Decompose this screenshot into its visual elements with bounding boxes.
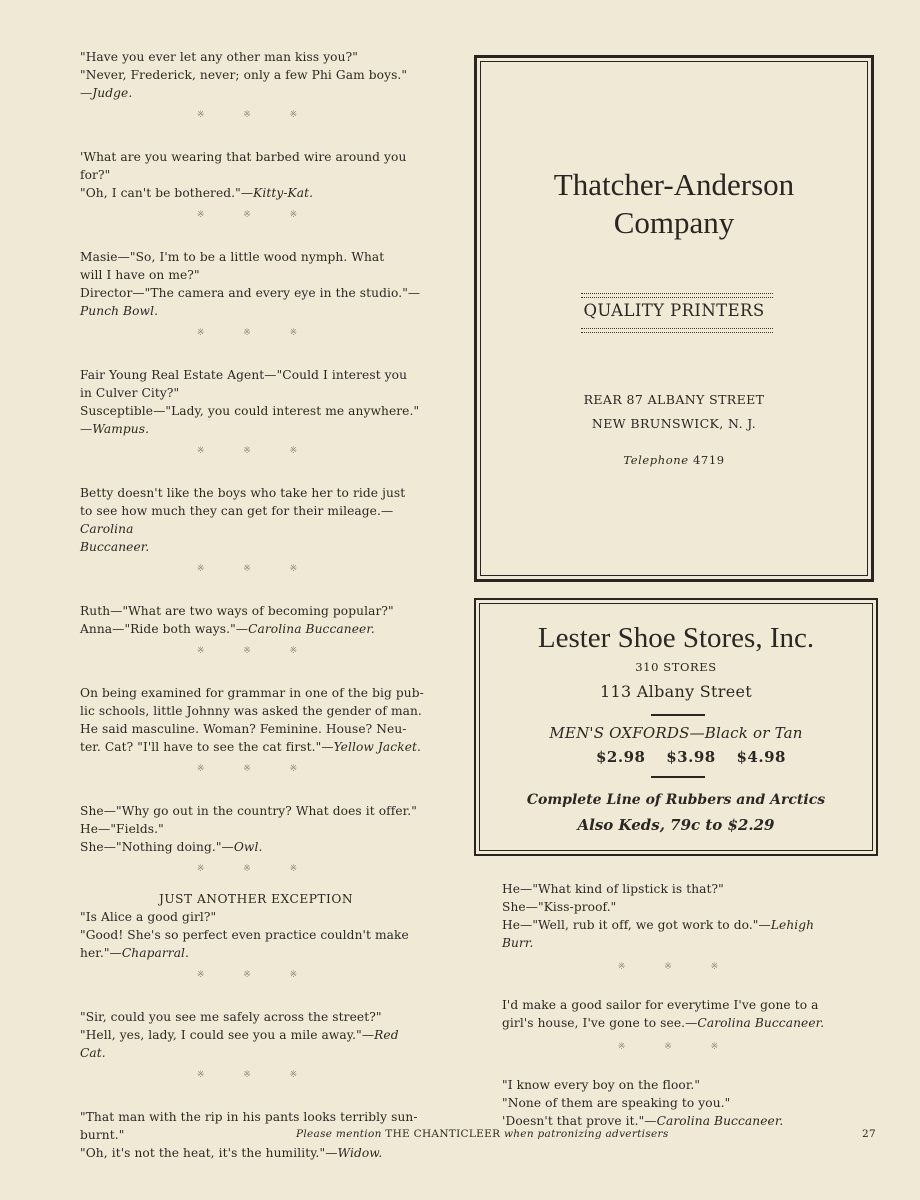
joke-line: in Culver City?" bbox=[80, 386, 180, 400]
joke-source: Cat. bbox=[80, 1046, 106, 1060]
joke-line: "Hell, yes, lady, I could see you a mile away."— bbox=[80, 1028, 375, 1042]
joke-line: He—"Well, rub it off, we got work to do."— bbox=[502, 918, 771, 932]
joke-source: Chaparral. bbox=[121, 946, 190, 960]
ornament-divider: ※ ※ ※ bbox=[196, 328, 316, 338]
joke-line: He said masculine. Woman? Feminine. House? Neu- bbox=[80, 722, 407, 736]
joke-line: "Sir, could you see me safely across the street?" bbox=[80, 1010, 382, 1024]
joke-line: lic schools, little Johnny was asked the gender of man. bbox=[80, 704, 422, 718]
joke-wood-nymph bbox=[80, 248, 432, 320]
joke-source: Widow. bbox=[337, 1146, 383, 1160]
ornament-divider: ※ ※ ※ bbox=[196, 646, 316, 656]
address bbox=[477, 388, 871, 436]
joke-line: for?" bbox=[80, 168, 111, 182]
joke-source: Owl. bbox=[233, 840, 263, 854]
page-footer bbox=[0, 1128, 920, 1144]
joke-heading: JUST ANOTHER EXCEPTION bbox=[158, 892, 354, 906]
company-name-line: Company bbox=[613, 205, 735, 240]
joke-source: Buccaneer. bbox=[80, 540, 150, 554]
joke-lipstick bbox=[502, 880, 852, 952]
joke-line: burnt." bbox=[80, 1128, 125, 1142]
rubbers-line: Complete Line of Rubbers and Arctics bbox=[526, 792, 826, 808]
ornament-divider: ※ ※ ※ bbox=[196, 446, 316, 456]
joke-line: "Oh, I can't be bothered."— bbox=[80, 186, 254, 200]
joke-line: Betty doesn't like the boys who take her to ride just bbox=[80, 486, 406, 500]
store-count: 310 STORES bbox=[635, 660, 717, 674]
joke-sailor bbox=[502, 996, 852, 1032]
joke-line: Masie—"So, I'm to be a little wood nymph. What bbox=[80, 250, 385, 264]
joke-line: her."— bbox=[80, 946, 122, 960]
price-list bbox=[596, 748, 786, 766]
joke-source: Carolina Buccaneer. bbox=[697, 1016, 825, 1030]
store-street: 113 Albany Street bbox=[599, 682, 752, 701]
joke-source: Burr. bbox=[502, 936, 534, 950]
joke-line: to see how much they can get for their mileage.— bbox=[80, 504, 394, 518]
joke-line: Anna—"Ride both ways."— bbox=[80, 622, 249, 636]
joke-line: Susceptible—"Lady, you could interest me anywhere." bbox=[80, 404, 420, 418]
left-joke-column bbox=[80, 48, 432, 1168]
joke-street bbox=[80, 1008, 432, 1062]
joke-line: girl's house, I've gone to see.— bbox=[502, 1016, 698, 1030]
joke-floor bbox=[502, 1076, 852, 1130]
company-name bbox=[477, 166, 871, 242]
note-text: when patronizing advertisers bbox=[503, 1128, 669, 1140]
joke-line: "Have you ever let any other man kiss you?" bbox=[80, 50, 358, 64]
thatcher-anderson-ad bbox=[474, 55, 874, 582]
tagline: QUALITY PRINTERS bbox=[583, 301, 765, 320]
telephone bbox=[477, 453, 871, 467]
price: $2.98 bbox=[596, 748, 646, 766]
joke-real-estate bbox=[80, 366, 432, 438]
joke-source: Kitty-Kat. bbox=[253, 186, 314, 200]
joke-source: Carolina bbox=[80, 522, 134, 536]
ornament-divider: ※ ※ ※ bbox=[196, 764, 316, 774]
ornament-divider: ※ ※ ※ bbox=[196, 970, 316, 980]
joke-popular bbox=[80, 602, 432, 638]
ornament-divider: ※ ※ ※ bbox=[196, 1070, 316, 1080]
joke-kiss bbox=[80, 48, 432, 102]
joke-source: Carolina Buccaneer. bbox=[248, 622, 375, 636]
telephone-number: 4719 bbox=[692, 453, 725, 467]
joke-line: "Good! She's so perfect even practice couldn't make bbox=[80, 928, 409, 942]
joke-source: Yellow Jacket. bbox=[333, 740, 421, 754]
joke-source: —Judge. bbox=[80, 86, 133, 100]
advertiser-note bbox=[296, 1128, 669, 1140]
joke-source: Carolina Buccaneer. bbox=[656, 1114, 784, 1128]
joke-line: On being examined for grammar in one of the big pub- bbox=[80, 686, 424, 700]
joke-line: Director—"The camera and every eye in the studio."— bbox=[80, 286, 421, 300]
price: $3.98 bbox=[666, 748, 716, 766]
joke-grammar bbox=[80, 684, 432, 756]
joke-mileage bbox=[80, 484, 432, 556]
joke-line: "Never, Frederick, never; only a few Phi Gam boys." bbox=[80, 68, 408, 82]
keds-line: Also Keds, 79c to $2.29 bbox=[577, 816, 775, 834]
page-number: 27 bbox=[862, 1128, 876, 1140]
joke-line: "Oh, it's not the heat, it's the humility."— bbox=[80, 1146, 338, 1160]
joke-source: Red bbox=[374, 1028, 399, 1042]
joke-line: "I know every boy on the floor." bbox=[502, 1078, 701, 1092]
joke-source: Lehigh bbox=[770, 918, 815, 932]
joke-line: will I have on me?" bbox=[80, 268, 200, 282]
joke-line: He—"Fields." bbox=[80, 822, 164, 836]
lester-shoe-stores-ad bbox=[474, 598, 878, 856]
joke-line: Fair Young Real Estate Agent—"Could I interest you bbox=[80, 368, 408, 382]
price: $4.98 bbox=[736, 748, 786, 766]
address-line: NEW BRUNSWICK, N. J. bbox=[591, 416, 757, 431]
dotted-rule bbox=[581, 328, 773, 333]
joke-line: I'd make a good sailor for everytime I've gone to a bbox=[502, 998, 819, 1012]
joke-line: "Is Alice a good girl?" bbox=[80, 910, 217, 924]
note-text: Please mention bbox=[296, 1128, 382, 1140]
joke-line: 'Doesn't that prove it."— bbox=[502, 1114, 657, 1128]
product-line: MEN'S OXFORDS—Black or Tan bbox=[549, 724, 803, 742]
joke-source: Punch Bowl. bbox=[80, 304, 159, 318]
joke-line: She—"Nothing doing."— bbox=[80, 840, 234, 854]
ornament-divider: ※ ※ ※ bbox=[196, 564, 316, 574]
joke-line: Ruth—"What are two ways of becoming popular?" bbox=[80, 604, 394, 618]
ornament-divider: ※ ※ ※ bbox=[196, 110, 316, 120]
joke-line: ter. Cat? "I'll have to see the cat first."— bbox=[80, 740, 334, 754]
right-joke-column bbox=[502, 880, 852, 1130]
joke-barbed-wire bbox=[80, 148, 432, 202]
joke-line: She—"Why go out in the country? What does it offer." bbox=[80, 804, 417, 818]
ornament-divider: ※ ※ ※ bbox=[617, 1042, 737, 1052]
joke-source: —Wampus. bbox=[80, 422, 150, 436]
publication-name: THE CHANTICLEER bbox=[385, 1128, 501, 1140]
address-line: REAR 87 ALBANY STREET bbox=[583, 392, 765, 407]
rule-bar bbox=[651, 714, 705, 716]
company-name-line: Thatcher-Anderson bbox=[553, 167, 795, 202]
rule-bar bbox=[651, 776, 705, 778]
joke-line: 'What are you wearing that barbed wire around you bbox=[80, 150, 407, 164]
ornament-divider: ※ ※ ※ bbox=[617, 962, 737, 972]
joke-line: "None of them are speaking to you." bbox=[502, 1096, 731, 1110]
ornament-divider: ※ ※ ※ bbox=[196, 210, 316, 220]
joke-line: She—"Kiss-proof." bbox=[502, 900, 617, 914]
joke-line: "That man with the rip in his pants looks terribly sun- bbox=[80, 1110, 418, 1124]
dotted-rule bbox=[581, 293, 773, 298]
telephone-label: Telephone bbox=[623, 453, 689, 467]
ornament-divider: ※ ※ ※ bbox=[196, 864, 316, 874]
store-name: Lester Shoe Stores, Inc. bbox=[537, 622, 815, 654]
joke-exception bbox=[80, 890, 432, 962]
joke-line: He—"What kind of lipstick is that?" bbox=[502, 882, 724, 896]
joke-country bbox=[80, 802, 432, 856]
